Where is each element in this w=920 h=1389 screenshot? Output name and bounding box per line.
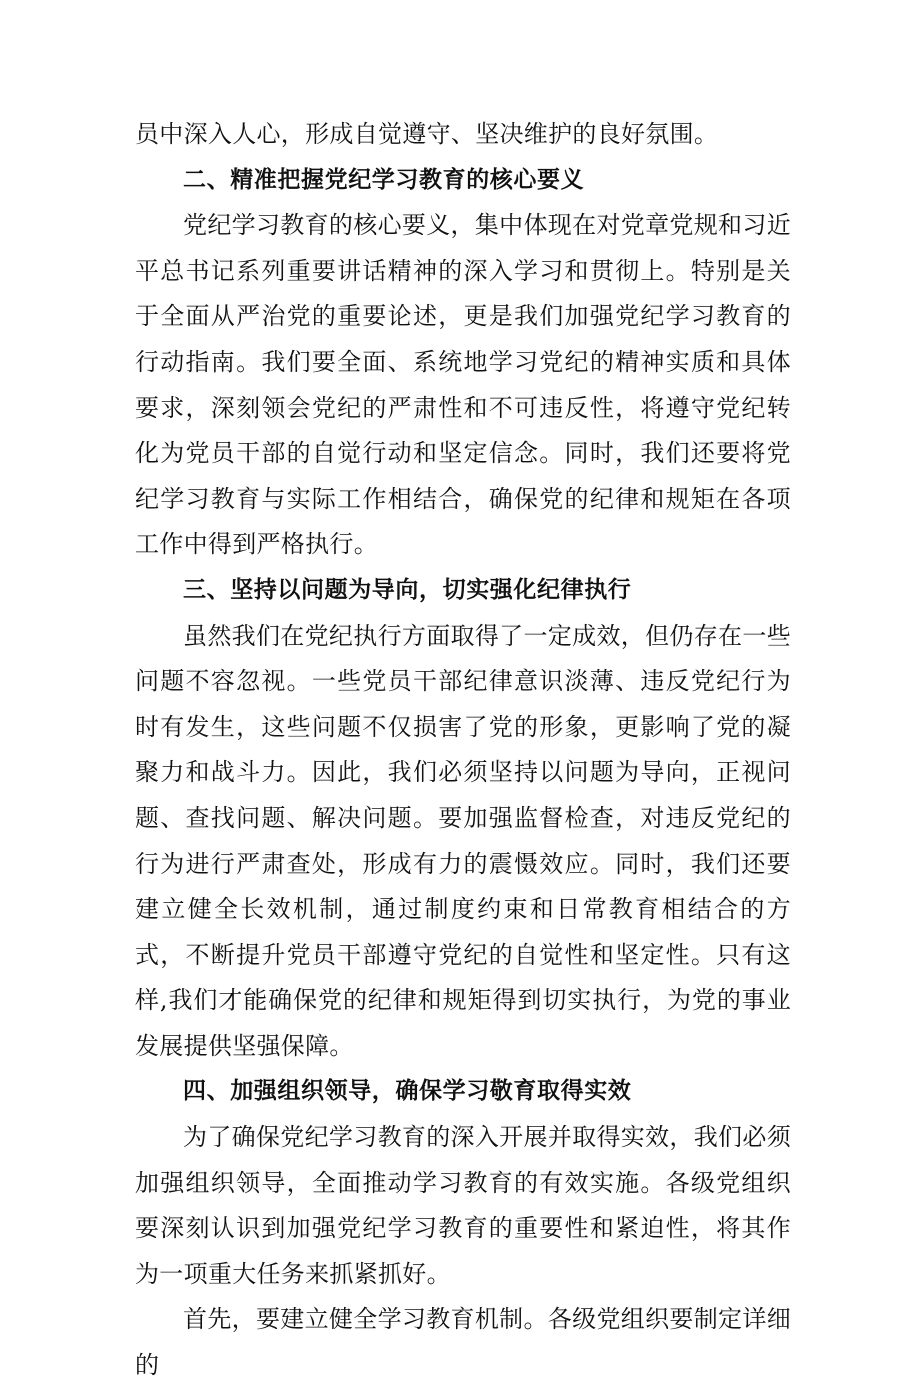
section-heading-3: 三、坚持以问题为导向，切实强化纪律执行 (183, 576, 632, 603)
paragraph-problem-oriented: 虽然我们在党纪执行方面取得了一定成效，但仍存在一些问题不容忽视。一些党员干部纪律意识淡薄、违反党纪行为时有发生，这些问题不仅损害了党的形象，更影响了党的凝聚力和战斗力。因此，我们必须坚持以问题为导向，正视问题、查找问题、解决问题。要加强监督检查，对违反党纪的行为进行严肃查处，形成有力的震慑效应。同时，我们还要建立健全长效机制，通过制度约束和日常教育相结合的方式，不断提升党员干部遵守党纪的自觉性和坚定性。只有这样,我们才能确保党的纪律和规矩得到切实执行，为党的事业发展提供坚强保障。 (135, 621, 791, 1060)
document-body (135, 112, 791, 1389)
paragraph-organization-leadership: 为了确保党纪学习教育的深入开展并取得实效，我们必须加强组织领导，全面推动学习教育的有效实施。各级党组织要深刻认识到加强党纪学习教育的重要性和紧迫性，将其作为一项重大任务来抓紧抓好。 (135, 1123, 791, 1288)
paragraph-first-mechanism: 首先，要建立健全学习教育机制。各级党组织要制定详细的 (135, 1305, 791, 1380)
section-heading-2: 二、精准把握党纪学习教育的核心要义 (183, 166, 585, 193)
section-heading-4: 四、加强组织领导，确保学习敬育取得实效 (183, 1078, 632, 1105)
paragraph-continued: 员中深入人心，形成自觉遵守、坚决维护的良好氛围。 (135, 120, 719, 148)
paragraph-core-meaning: 党纪学习教育的核心要义，集中体现在对党章党规和习近平总书记系列重要讲话精神的深入学习和贯彻上。特别是关于全面从严治党的重要论述，更是我们加强党纪学习教育的行动指南。我们要全面、系统地学习党纪的精神实质和具体要求，深刻领会党纪的严肃性和不可违反性，将遵守党纪转化为党员干部的自觉行动和坚定信念。同时，我们还要将党纪学习教育与实际工作相结合，确保党的纪律和规矩在各项工作中得到严格执行。 (135, 211, 791, 559)
